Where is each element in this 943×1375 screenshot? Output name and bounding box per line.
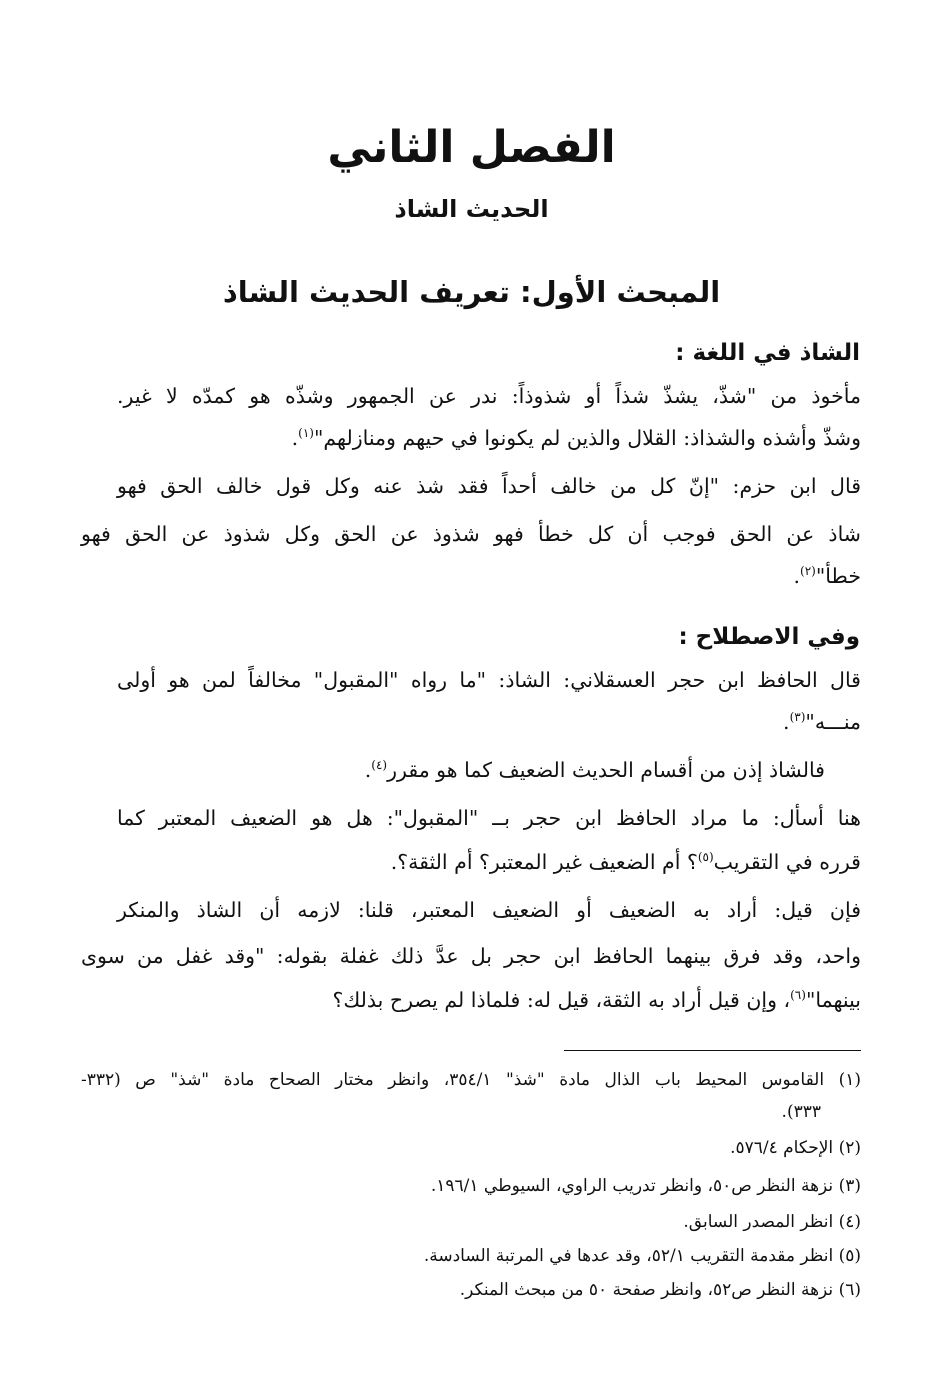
paragraph-line: بينهما"$^{(٦)}$، وإن قيل أراد به الثقة، قيل له: فلماذا لم يصرح بذلك؟ xyxy=(332,988,861,1012)
paragraph-line: قال ابن حزم: "إنّ كل من خالف أحداً فقد شذ عنه وكل قول خالف الحق فهو xyxy=(117,474,861,498)
paragraph-line: منـــه"$^{(٣)}$. xyxy=(783,710,861,734)
footnote-label: (٤) xyxy=(838,1212,861,1232)
footnote-text: القاموس المحيط باب الذال مادة "شذ" ٣٥٤/١، وانظر مختار الصحاح مادة "شذ" ص (٣٣٢- xyxy=(81,1070,825,1090)
footnote-ref[interactable]: (٥) xyxy=(697,850,714,865)
footnote-label: (٦) xyxy=(838,1280,861,1300)
footnote-item xyxy=(683,1208,861,1236)
paragraph-line: قرره في التقريب$^{(٥)}$؟ أم الضعيف غير المعتبر؟ أم الثقة؟. xyxy=(390,850,861,874)
paragraph-line: مأخوذ من "شذّ، يشذّ شذاً أو شذوذاً: ندر عن الجمهور وشذّه هو كمدّه لا غير. xyxy=(117,384,861,408)
footnote-ref[interactable]: (١) xyxy=(298,426,314,441)
footnote-continuation: ٣٣٣). xyxy=(781,1102,821,1122)
chapter-subtitle: الحديث الشاذ xyxy=(394,195,549,223)
footnote-label: (٥) xyxy=(838,1246,861,1266)
lexical-heading: الشاذ في اللغة : xyxy=(675,340,860,366)
paragraph-line: وشذّ وأشذه والشذاذ: القلال والذين لم يكونوا في حيهم ومنازلهم"$^{(١)}$. xyxy=(291,426,861,450)
footnote-ref[interactable]: (٦) xyxy=(790,988,806,1003)
paragraph-line: فإن قيل: أراد به الضعيف أو الضعيف المعتبر، قلنا: لازمه أن الشاذ والمنكر xyxy=(117,898,861,922)
footnote-item xyxy=(81,1066,861,1094)
footnote-item xyxy=(730,1134,861,1162)
technical-heading: وفي الاصطلاح : xyxy=(678,624,860,650)
footnote-label: (٢) xyxy=(838,1138,861,1158)
paragraph-line: هنا أسأل: ما مراد الحافظ ابن حجر بــ "المقبول": هل هو الضعيف المعتبر كما xyxy=(117,806,861,830)
footnote-item xyxy=(424,1242,861,1270)
footnote-text: الإحكام ٥٧٦/٤. xyxy=(730,1138,834,1158)
footnote-text: انظر المصدر السابق. xyxy=(683,1212,834,1232)
paragraph-line: قال الحافظ ابن حجر العسقلاني: الشاذ: "ما رواه "المقبول" مخالفاً لمن هو أولى xyxy=(117,668,861,692)
footnote-text: نزهة النظر ص٥٢، وانظر صفحة ٥٠ من مبحث المنكر. xyxy=(459,1280,834,1300)
footnote-text: انظر مقدمة التقريب ٥٢/١، وقد عدها في المرتبة السادسة. xyxy=(423,1246,834,1266)
footnote-item xyxy=(460,1276,861,1304)
paragraph-line: شاذ عن الحق فوجب أن كل خطأ فهو شذوذ عن الحق وكل شذوذ عن الحق فهو xyxy=(81,522,861,546)
footnote-ref[interactable]: (٢) xyxy=(800,564,816,579)
footnote-label: (١) xyxy=(838,1070,861,1090)
footnote-ref[interactable]: (٤) xyxy=(371,758,388,773)
footnote-label: (٣) xyxy=(838,1176,861,1196)
footnote-text: نزهة النظر ص٥٠، وانظر تدريب الراوي، السيوطي ١٩٦/١. xyxy=(430,1176,834,1196)
paragraph-line: واحد، وقد فرق بينهما الحافظ ابن حجر بل عدَّ ذلك غفلة بقوله: "وقد غفل من سوى xyxy=(81,944,861,968)
section-title: المبحث الأول: تعريف الحديث الشاذ xyxy=(222,275,721,309)
footnote-ref[interactable]: (٣) xyxy=(789,710,806,725)
footnote-separator xyxy=(564,1050,861,1051)
footnote-item xyxy=(431,1172,861,1200)
paragraph-line: خطأ"$^{(٢)}$. xyxy=(793,564,861,588)
paragraph-line: فالشاذ إذن من أقسام الحديث الضعيف كما هو مقرر$^{(٤)}$. xyxy=(364,758,825,782)
chapter-title: الفصل الثاني xyxy=(327,122,616,173)
